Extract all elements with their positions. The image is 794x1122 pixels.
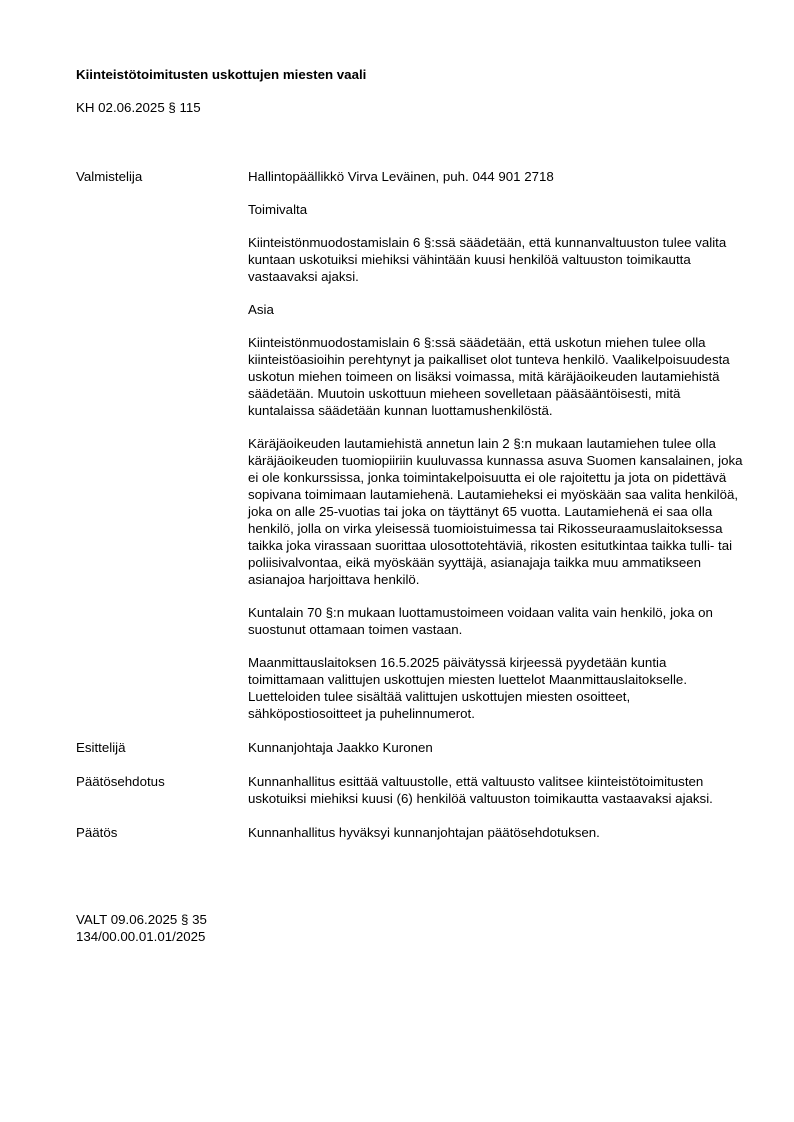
valmistelija-section [76,168,746,722]
asia-paragraph-2: Käräjäoikeuden lautamiehistä annetun lain 2 §:n mukaan lautamiehen tulee olla käräjäoikeuden tuomiopiiriin kuuluvassa kunnassa asuva Suomen kansalainen, joka ei ole konkurssissa, jonka toimintakelpoisuutta ei ole rajoitettu ja jota on pidettävä sopivana toimimaan lautamiehenä. Lautamieheksi ei myöskään saa valita henkilöä, joka on alle 25-vuotias tai joka on täyttänyt 65 vuotta. Lautamiehenä ei saa olla henkilö, jolla on virka yleisessä tuomioistuimessa tai Rikosseuraamuslaitoksessa taikka joka virassaan suorittaa ulosottotehtäviä, rikosten esitutkintaa taikka tulli- tai poliisivalvontaa, eikä myöskään syyttäjä, asianajaja taikka muu ammatikseen asianajoa harjoittava henkilö. [248,436,743,587]
esittelija-value: Kunnanjohtaja Jaakko Kuronen [248,740,433,755]
document-footer [76,911,746,945]
toimivalta-heading: Toimivalta [248,202,308,217]
asia-paragraph-1: Kiinteistönmuodostamislain 6 §:ssä säädetään, että uskotun miehen tulee olla kiinteistöasioihin perehtynyt ja paikalliset olot tunteva henkilö. Vaalikelpoisuudesta uskotun miehen toimeen on lisäksi voimassa, mitä käräjäoikeuden lautamiehistä säädetään. Muutoin uskottuun mieheen sovelletaan pääsääntöisesti, mitä kuntalaissa säädetään kunnan luottamushenkilöstä. [248,335,730,418]
preparer-text: Hallintopäällikkö Virva Leväinen, puh. 044 901 2718 [248,169,554,184]
asia-paragraph-4: Maanmittauslaitoksen 16.5.2025 päivätyssä kirjeessä pyydetään kuntia toimittamaan valittujen uskottujen miesten luettelot Maanmittauslaitokselle. Luetteloiden tulee sisältää valittujen uskottujen miesten osoitteet, sähköpostiosoitteet ja puhelinnumerot. [248,655,688,721]
document-page [76,66,746,945]
paatos-value: Kunnanhallitus hyväksyi kunnanjohtajan päätösehdotuksen. [248,825,600,840]
paatosehdotus-value: Kunnanhallitus esittää valtuustolle, että valtuusto valitsee kiinteistötoimitusten uskotuiksi miehiksi kuusi (6) henkilöä valtuuston toimikautta vastaavaksi ajaksi. [248,774,713,806]
paatos-section [76,824,746,841]
paatos-label: Päätös [76,825,118,840]
paatosehdotus-section [76,773,746,807]
asia-paragraph-3: Kuntalain 70 §:n mukaan luottamustoimeen voidaan valita vain henkilö, joka on suostunut ottamaan toimen vastaan. [248,605,713,637]
valmistelija-label: Valmistelija [76,169,143,184]
footer-record-number: 134/00.00.01.01/2025 [76,929,206,944]
footer-council-reference: VALT 09.06.2025 § 35 [76,912,207,927]
paatosehdotus-label: Päätösehdotus [76,774,165,789]
asia-heading: Asia [248,302,274,317]
esittelija-section [76,739,746,756]
meeting-reference: KH 02.06.2025 § 115 [76,100,201,115]
valmistelija-content [248,168,746,722]
document-title: Kiinteistötoimitusten uskottujen miesten vaali [76,67,367,82]
esittelija-label: Esittelijä [76,740,126,755]
toimivalta-paragraph: Kiinteistönmuodostamislain 6 §:ssä säädetään, että kunnanvaltuuston tulee valita kuntaan uskotuiksi miehiksi vähintään kuusi henkilöä valtuuston toimikautta vastaavaksi ajaksi. [248,235,727,284]
